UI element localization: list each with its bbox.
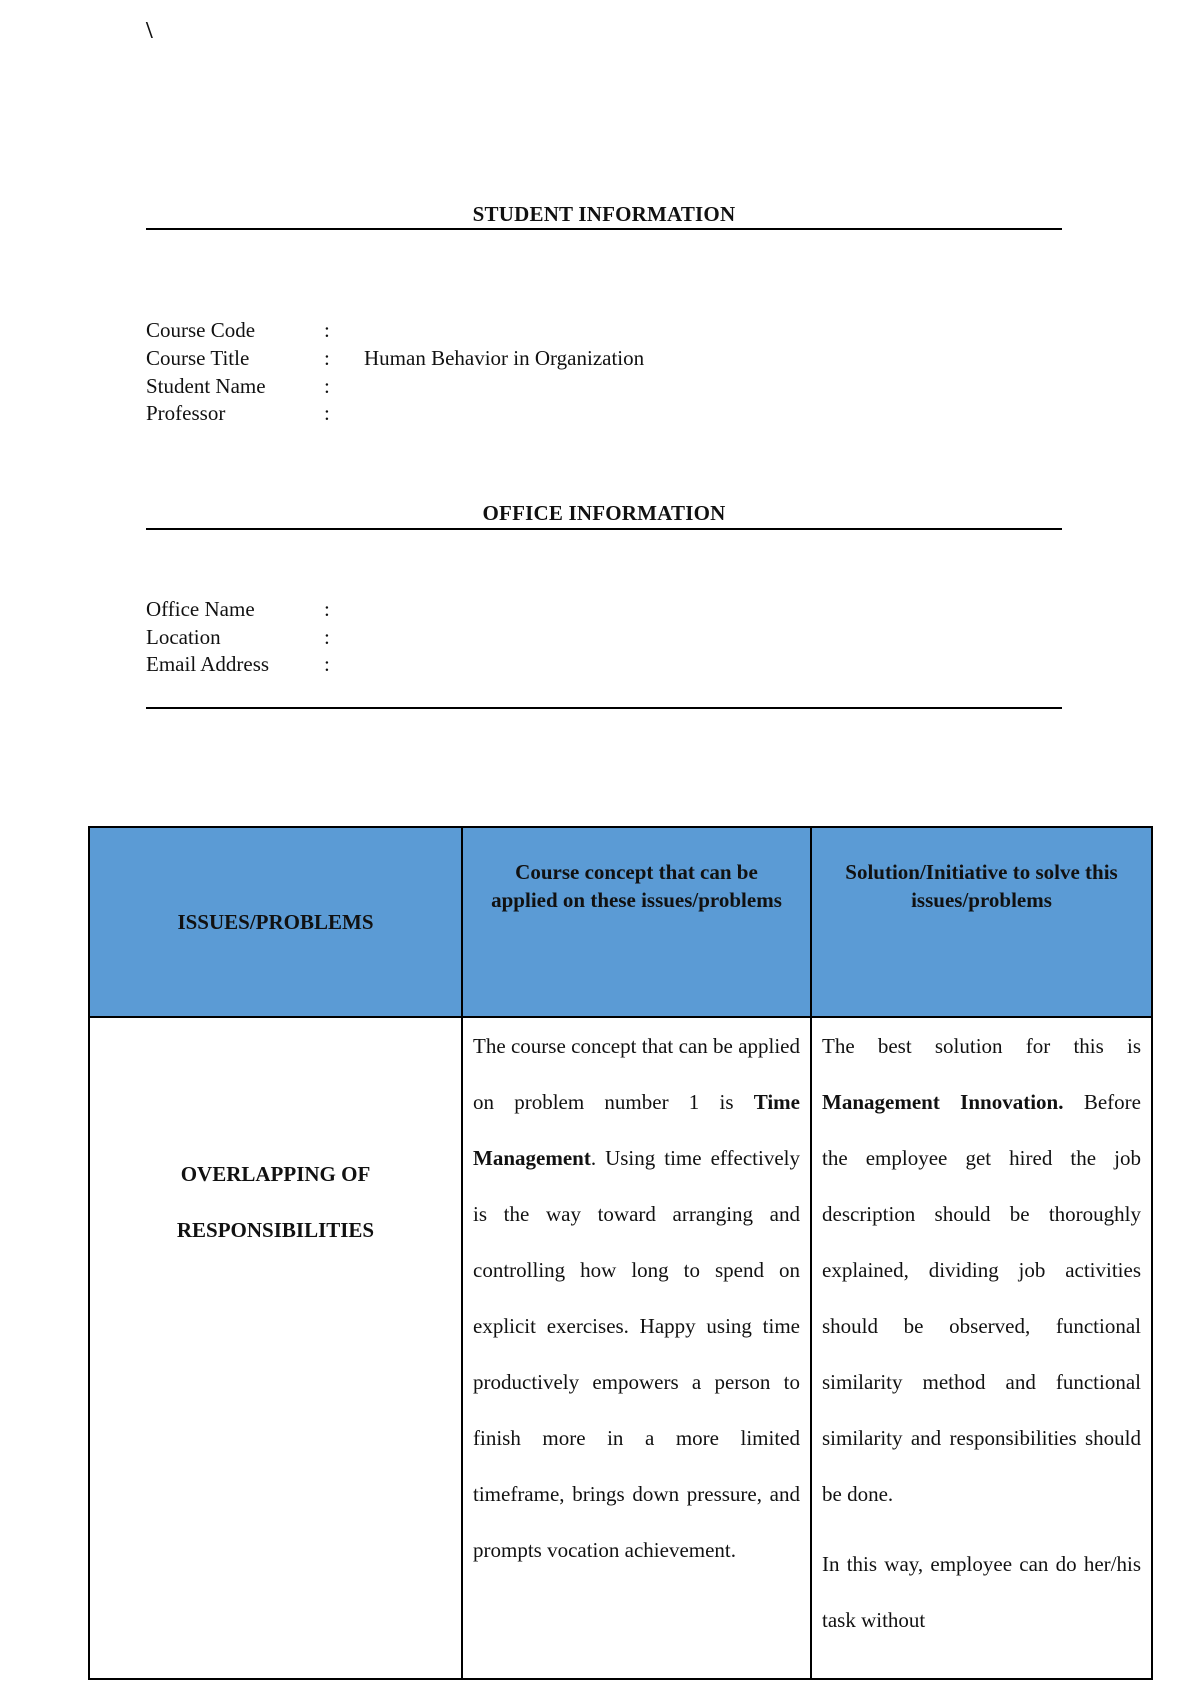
field-student-name (146, 374, 846, 402)
student-info-title: STUDENT INFORMATION (472, 202, 736, 226)
field-label: Office Name (146, 597, 255, 621)
field-location (146, 625, 846, 653)
field-label: Course Code (146, 318, 256, 342)
field-course-title (146, 346, 846, 374)
field-colon: : (324, 625, 330, 649)
solution-text (812, 1018, 1151, 1678)
field-value: Human Behavior in Organization (364, 346, 645, 370)
concept-text-part: The course concept that can be applied on problem number 1 is (473, 1034, 800, 1114)
field-professor (146, 401, 846, 429)
field-colon: : (324, 374, 330, 398)
office-info-title: OFFICE INFORMATION (482, 501, 726, 525)
issues-table (88, 826, 1153, 1680)
issue-text: OVERLAPPING OF RESPONSIBILITIES (176, 1162, 375, 1242)
field-email-address (146, 652, 846, 680)
table-header-row (89, 827, 1152, 1017)
concept-cell (462, 1017, 811, 1679)
field-label: Student Name (146, 374, 266, 398)
field-course-code (146, 318, 846, 346)
field-label: Professor (146, 401, 226, 425)
table-row (89, 1017, 1152, 1679)
concept-text (463, 1018, 810, 1678)
student-info-rule (146, 228, 1062, 230)
concept-text-part: . Using time effectively is the way toward arranging and controlling how long to spend on explicit exercises. Happy using time productively empowers a person to finish more in a more limited timeframe, brings down pressure, and prompts vocation achievement. (473, 1146, 800, 1562)
solution-text-part: Before the employee get hired the job description should be thoroughly explained, dividing job activities should be observed, functional similarity method and functional similarity and responsibilities should be done. (822, 1090, 1141, 1506)
header-course-concept: Course concept that can be applied on these issues/problems (462, 827, 811, 1017)
issue-cell (89, 1017, 462, 1679)
field-colon: : (324, 318, 330, 342)
header-issues: ISSUES/PROBLEMS (89, 827, 462, 1017)
solution-cell (811, 1017, 1152, 1679)
field-label: Email Address (146, 652, 270, 676)
field-colon: : (324, 652, 330, 676)
office-info-rule (146, 528, 1062, 530)
field-colon: : (324, 401, 330, 425)
field-label: Location (146, 625, 221, 649)
solution-paragraph-2: In this way, employee can do her/his task without (822, 1552, 1141, 1632)
page-mark: \ (146, 18, 153, 44)
header-solution: Solution/Initiative to solve this issues/problems (811, 827, 1152, 1017)
field-label: Course Title (146, 346, 250, 370)
field-office-name (146, 597, 846, 625)
solution-text-part: The best solution for this is (822, 1034, 1141, 1058)
office-info-bottom-rule (146, 707, 1062, 709)
solution-bold-term: Management Innovation. (822, 1090, 1064, 1114)
field-colon: : (324, 597, 330, 621)
field-colon: : (324, 346, 330, 370)
concept-bold-term: Time Management (473, 1090, 800, 1170)
